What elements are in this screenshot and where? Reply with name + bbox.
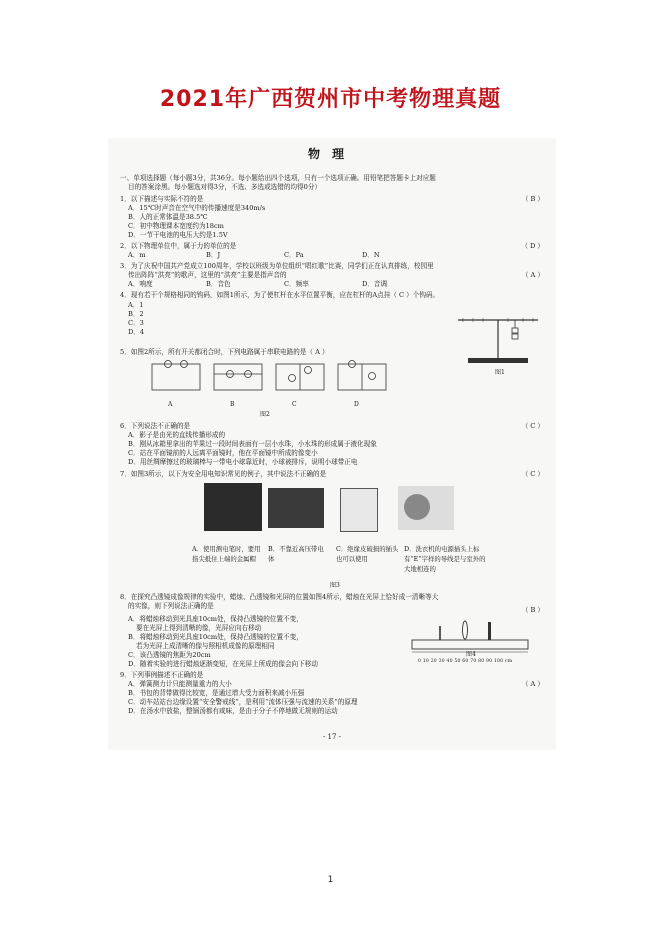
- q4-option-d: D．4: [128, 328, 145, 336]
- figure-2-caption: 图2: [260, 411, 270, 418]
- section-instruction: 一、单项选择题（每小题3分，共36分。每小题给出四个选项，只有一个选项正确。用铅笔把答题卡上对应题: [120, 174, 436, 182]
- figure-4-caption: 图4: [466, 651, 476, 658]
- q3-options: [128, 280, 440, 289]
- q1-option-c: C．初中物理课本宽度约为18cm: [128, 222, 224, 230]
- figure-1-caption: 图1: [495, 369, 505, 376]
- q2-option-d: D．N: [362, 251, 380, 259]
- circuit-diagrams: [148, 360, 388, 400]
- q7-caption-c: C．绝缘皮破损的插头也可以使用: [336, 545, 399, 563]
- subject-heading: 物理: [307, 147, 356, 161]
- q8-option-a: A．将蜡烛移动到光具座10cm处，保持凸透镜的位置不变，: [128, 615, 303, 623]
- q3-stem: 3．为了庆祝中国共产党成立100周年，学校以班级为单位组织“唱红歌”比赛，同学们正在认真排练，校园里: [120, 262, 434, 270]
- q9-option-c: C．动车站站台边缘设置“安全警戒线”，是利用“流体压强与流速的关系”的原理: [128, 698, 358, 706]
- q1-stem: 1．以下描述与实际不符的是: [120, 195, 204, 203]
- q7-caption-a: A．使用测电笔时，要用指尖抵住上端的金属帽: [192, 545, 261, 563]
- q9-option-d: D．在汤水中放盐，整锅汤都有咸味，是由于分子不停地做无规则的运动: [128, 707, 338, 715]
- q8-stem: 8．在探究凸透镜成像规律的实验中，蜡烛、凸透镜和光屏的位置如图4所示，蜡烛在光屏上恰好成一清晰等大: [120, 593, 439, 601]
- q2-options: [128, 251, 440, 260]
- q4-option-a: A．1: [128, 301, 144, 309]
- q8-option-a-cont: 要在光屏上得到清晰的像，光屏应向右移动: [136, 624, 262, 632]
- q2-option-c: C．Pa: [284, 251, 304, 259]
- q8-option-c: C．该凸透镜的焦距为20cm: [128, 651, 211, 659]
- figure-3-caption: 图3: [330, 582, 340, 589]
- page-title: 2021年广西贺州市中考物理真题: [159, 87, 502, 112]
- q7-caption-b: B．不靠近高压带电体: [268, 545, 324, 563]
- q7-stem: 7．如图3所示，以下为安全用电知识常见的例子，其中说法不正确的是: [120, 470, 327, 478]
- q6-stem: 6．下列说法不正确的是: [120, 422, 191, 430]
- q8-option-b: B．将蜡烛移动到光具座10cm处，保持凸透镜的位置不变，: [128, 633, 303, 641]
- q8-stem-cont: 的实像，则下列说法正确的是: [128, 602, 214, 610]
- q6-option-d: D．用丝绸摩擦过的玻璃棒与一带电小球靠近时，小球被排斥，说明小球带正电: [128, 458, 358, 466]
- circuit-label-c: C: [292, 401, 297, 408]
- q9-stem: 9．下列事例描述不正确的是: [120, 671, 204, 679]
- test-pen-photo: [204, 483, 262, 531]
- q3-option-a: A．响度: [128, 280, 153, 288]
- q2-answer: （ D ）: [521, 242, 544, 250]
- q2-stem: 2．以下物理单位中，属于力的单位的是: [120, 242, 237, 250]
- page-number: 1: [327, 875, 334, 885]
- circuit-label-a: A: [168, 401, 173, 408]
- q6-option-b: B．刚从冰箱里拿出的苹果过一段时间表面有一层小水珠，小水珠的形成属于液化现象: [128, 440, 377, 448]
- scan-page-number: - 17 -: [322, 733, 342, 741]
- q6-answer: （ C ）: [521, 422, 544, 430]
- q6-option-a: A．影子是由光的直线传播形成的: [128, 431, 226, 439]
- q8-answer: （ B ）: [521, 606, 544, 614]
- q1-option-d: D．一节干电池的电压大约是1.5V: [128, 231, 228, 239]
- q1-option-b: B．人的正常体温是38.5℃: [128, 213, 208, 221]
- q2-option-a: A．m: [128, 251, 146, 259]
- q3-option-c: C．频率: [284, 280, 309, 288]
- washing-machine-plug-photo: [398, 486, 454, 530]
- section-instruction-cont: 目的答案涂黑。每小题选对得3分，不选、多选或选错的均得0分）: [128, 183, 322, 191]
- q9-answer: （ A ）: [521, 680, 544, 688]
- q3-stem-cont: 传出阵阵“洪亮”的歌声，这里的“洪亮”主要是指声音的: [128, 271, 287, 279]
- q7-answer: （ C ）: [521, 470, 544, 478]
- circuit-label-b: B: [230, 401, 235, 408]
- washing-machine-drum-icon: [404, 494, 430, 520]
- q1-option-a: A．15℃时声音在空气中的传播速度是340m/s: [128, 204, 266, 212]
- q8-option-d: D．随着实验的进行蜡烛逐渐变短，在光屏上所成的像会向下移动: [128, 660, 318, 668]
- q3-option-b: B．音色: [206, 280, 231, 288]
- circuit-label-d: D: [354, 401, 359, 408]
- q5-stem: 5．如图2所示，所有开关都闭合时，下列电路属于串联电路的是（ A ）: [120, 348, 329, 356]
- high-voltage-photo: [268, 488, 324, 528]
- q3-option-d: D．音调: [362, 280, 388, 288]
- q4-option-b: B．2: [128, 310, 144, 318]
- q9-option-b: B．书包的背带做得比较宽，是通过增大受力面积来减小压强: [128, 689, 305, 697]
- lever-figure: [453, 306, 543, 368]
- q6-option-c: C．站在平面镜前的人远离平面镜时，他在平面镜中所成的像变小: [128, 449, 318, 457]
- scanned-exam-page: [108, 138, 556, 750]
- q8-option-b-cont: 若为光屏上成清晰的像与照相机成像的原理相同: [136, 642, 275, 650]
- broken-plug-photo: [340, 488, 378, 532]
- q3-answer: （ A ）: [521, 271, 544, 279]
- ruler-ticks: 0 10 20 30 40 50 60 70 80 90 100 cm: [418, 659, 513, 664]
- q9-option-a: A．弹簧测力计只能测量重力的大小: [128, 680, 232, 688]
- q7-caption-d: D．洗衣机的电源插头上标有“E”字样的导线是与室外的大地相连的: [404, 545, 486, 573]
- q4-stem: 4．现有若干个规格相同的钩码，如图1所示，为了使杠杆在水平位置平衡，应在杠杆的A点挂（ C ）个钩码。: [120, 291, 440, 299]
- q4-option-c: C．3: [128, 319, 144, 327]
- q1-answer: （ B ）: [521, 195, 544, 203]
- q2-option-b: B．J: [206, 251, 221, 259]
